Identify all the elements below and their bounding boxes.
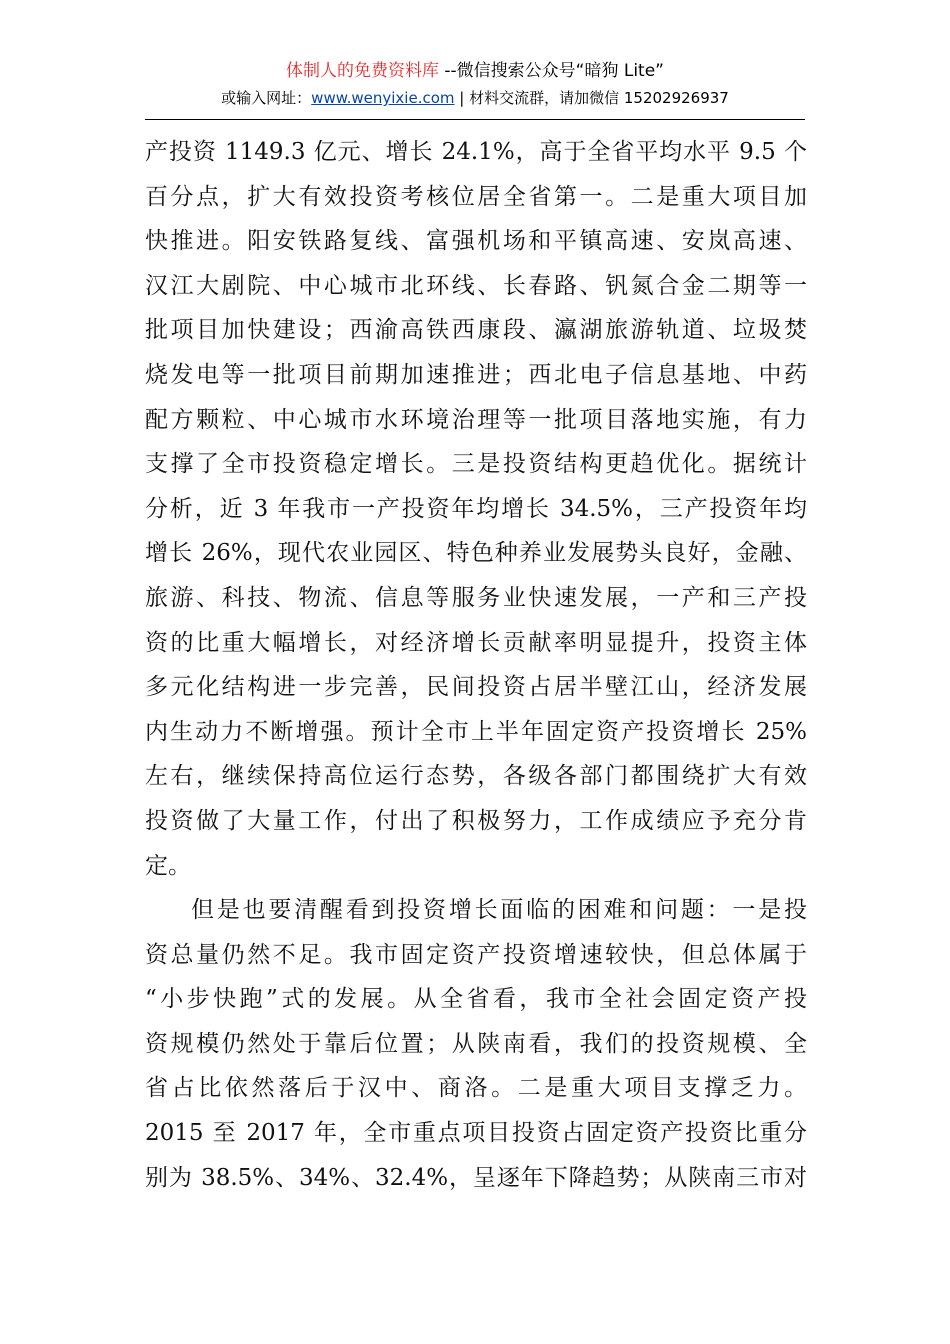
header-contact-line bbox=[0, 88, 950, 108]
header-brand: 体制人的免费资料库 bbox=[285, 61, 439, 81]
text-line: 左右，继续保持高位运行态势，各级各部门都围绕扩大有效 bbox=[145, 763, 807, 790]
text-line: 多元化结构进一步完善，民间投资占居半壁江山，经济发展 bbox=[145, 674, 807, 701]
text-line: 旅游、科技、物流、信息等服务业快速发展，一产和三产投 bbox=[145, 584, 807, 611]
text-line: 别为 38.5%、34%、32.4%，呈逐年下降趋势；从陕南三市对 bbox=[145, 1164, 807, 1191]
header-website-link[interactable]: www.wenyixie.com bbox=[311, 89, 455, 107]
text-line: “小步快跑”式的发展。从全省看，我市全社会固定资产投 bbox=[145, 986, 807, 1013]
text-line: 百分点，扩大有效投资考核位居全省第一。二是重大项目加 bbox=[145, 183, 807, 210]
paragraph-first-line: 但是也要清醒看到投资增长面临的困难和问题：一是投 bbox=[191, 897, 807, 924]
text-line: 分析，近 3 年我市一产投资年均增长 34.5%，三产投资年均 bbox=[145, 495, 807, 522]
document-body bbox=[145, 130, 807, 1200]
header-wechat-hint: --微信搜索公众号“暗狗 Lite” bbox=[438, 61, 664, 81]
text-line: 批项目加快建设；西渝高铁西康段、瀛湖旅游轨道、垃圾焚 bbox=[145, 317, 807, 344]
text-line: 资的比重大幅增长，对经济增长贡献率明显提升，投资主体 bbox=[145, 629, 807, 656]
text-line: 产投资 1149.3 亿元、增长 24.1%，高于全省平均水平 9.5 个 bbox=[145, 139, 807, 165]
text-line: 增长 26%，现代农业园区、特色种养业发展势头良好，金融、 bbox=[145, 540, 807, 567]
header-contact: | 材料交流群，请加微信 15202926937 bbox=[454, 89, 729, 107]
page-header bbox=[0, 60, 950, 108]
text-line: 汉江大剧院、中心城市北环线、长春路、钒氮合金二期等一 bbox=[145, 272, 807, 299]
text-line: 支撑了全市投资稳定增长。三是投资结构更趋优化。据统计 bbox=[145, 451, 807, 478]
text-line: 配方颗粒、中心城市水环境治理等一批项目落地实施，有力 bbox=[145, 406, 807, 433]
text-line: 资规模仍然处于靠后位置；从陕南看，我们的投资规模、全 bbox=[145, 1030, 807, 1057]
text-line: 烧发电等一批项目前期加速推进；西北电子信息基地、中药 bbox=[145, 361, 807, 388]
paragraph-end-line: 定。 bbox=[145, 852, 191, 879]
header-url-prefix: 或输入网址： bbox=[221, 89, 312, 107]
text-line: 2015 至 2017 年，全市重点项目投资占固定资产投资比重分 bbox=[145, 1120, 807, 1147]
header-promo-line bbox=[0, 60, 950, 82]
text-line: 资总量仍然不足。我市固定资产投资增速较快，但总体属于 bbox=[145, 941, 807, 968]
header-divider bbox=[145, 119, 805, 120]
text-line: 快推进。阳安铁路复线、富强机场和平镇高速、安岚高速、 bbox=[145, 228, 807, 255]
text-line: 投资做了大量工作，付出了积极努力，工作成绩应予充分肯 bbox=[145, 807, 807, 834]
text-line: 省占比依然落后于汉中、商洛。二是重大项目支撑乏力。 bbox=[145, 1075, 807, 1102]
text-line: 内生动力不断增强。预计全市上半年固定资产投资增长 25% bbox=[145, 718, 807, 745]
